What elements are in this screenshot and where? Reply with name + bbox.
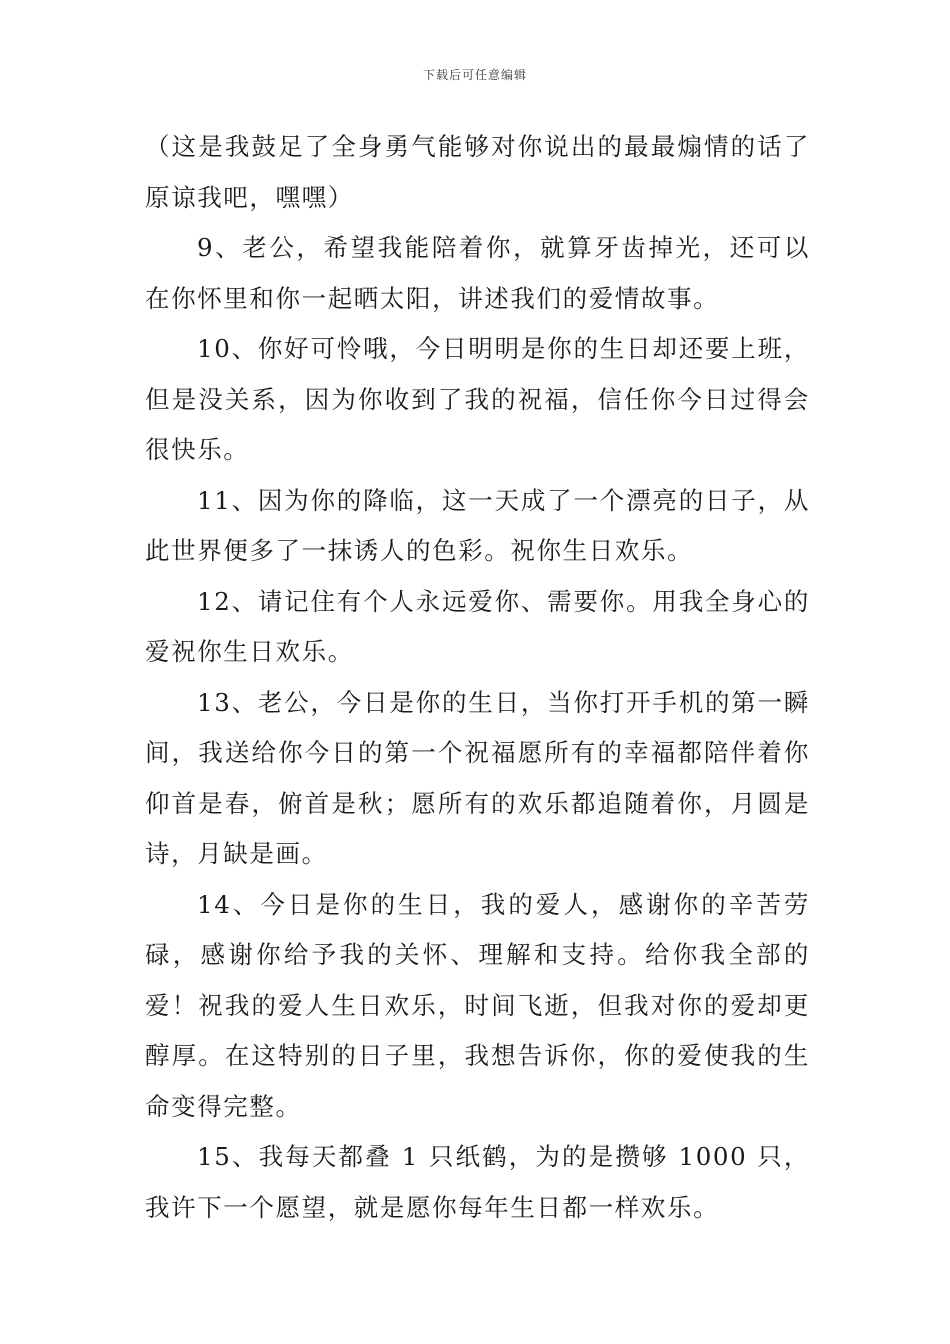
paragraph-item-13: 13、老公，今日是你的生日，当你打开手机的第一瞬间，我送给你今日的第一个祝福愿所有的幸福都陪伴着你仰首是春，俯首是秋；愿所有的欢乐都追随着你，月圆是诗，月缺是画。 (145, 687, 810, 868)
paragraph-item-12: 12、请记住有个人永远爱你、需要你。用我全身心的爱祝你生日欢乐。 (145, 586, 810, 666)
page-header-note: 下载后可任意编辑 (422, 68, 527, 82)
paragraph-intro-note: （这是我鼓足了全身勇气能够对你说出的最最煽情的话了原谅我吧，嘿嘿） (145, 132, 810, 212)
paragraph-item-10: 10、你好可怜哦，今日明明是你的生日却还要上班，但是没关系，因为你收到了我的祝福，信任你今日过得会很快乐。 (145, 334, 810, 464)
paragraph-item-9: 9、老公，希望我能陪着你，就算牙齿掉光，还可以在你怀里和你一起晒太阳，讲述我们的爱情故事。 (145, 233, 810, 313)
document-body (145, 122, 810, 1233)
paragraph-item-11: 11、因为你的降临，这一天成了一个漂亮的日子，从此世界便多了一抹诱人的色彩。祝你生日欢乐。 (145, 485, 810, 565)
paragraph-item-15: 15、我每天都叠 1 只纸鹤，为的是攒够 1000 只，我许下一个愿望，就是愿你每年生日都一样欢乐。 (145, 1142, 810, 1222)
paragraph-item-14: 14、今日是你的生日，我的爱人，感谢你的辛苦劳碌，感谢你给予我的关怀、理解和支持。给你我全部的爱！祝我的爱人生日欢乐，时间飞逝，但我对你的爱却更醇厚。在这特别的日子里，我想告诉你，你的爱使我的生命变得完整。 (145, 889, 810, 1121)
